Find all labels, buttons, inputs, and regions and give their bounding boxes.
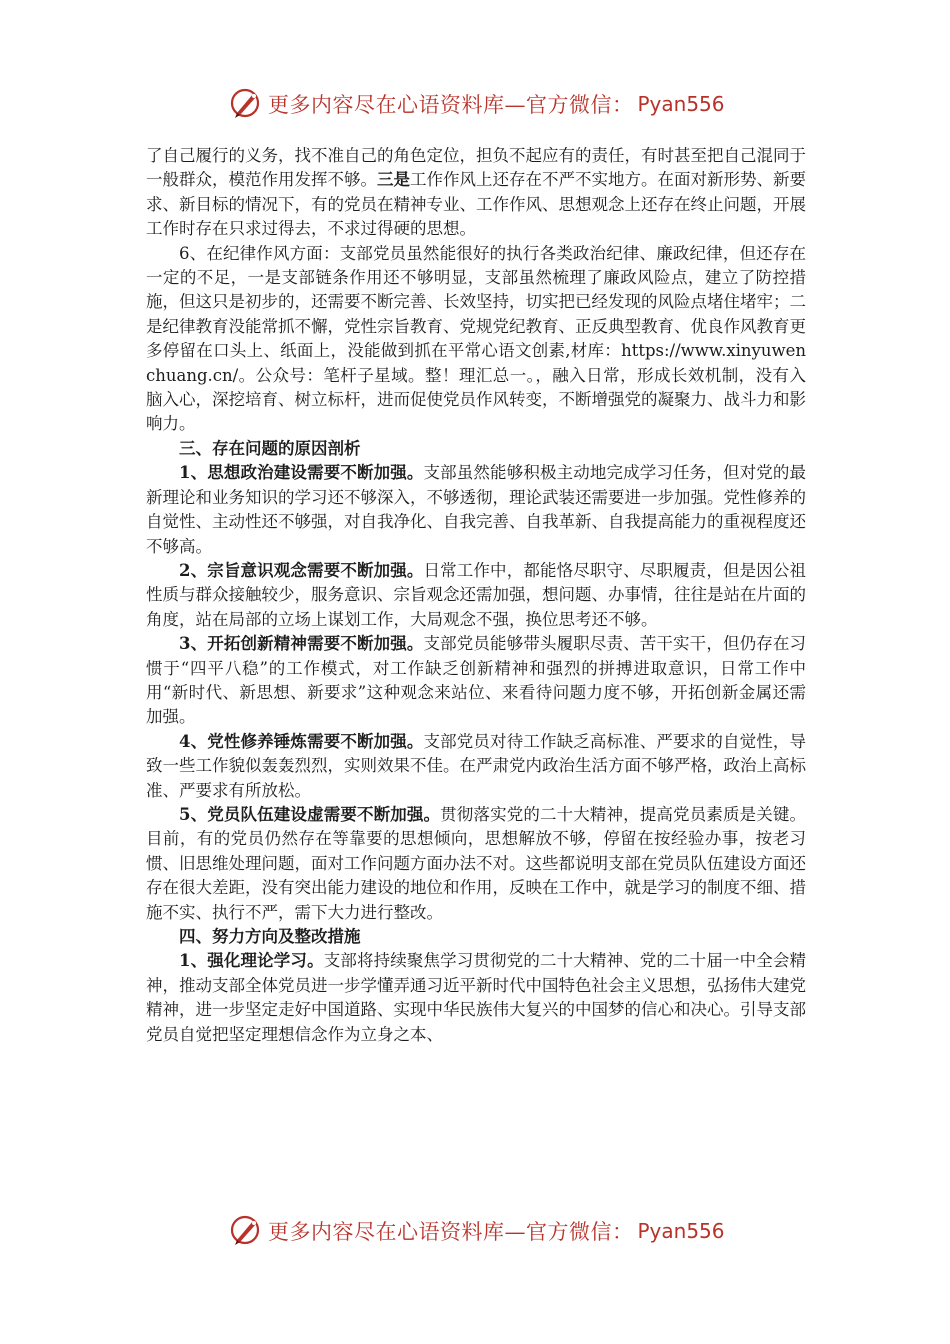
- paragraph-discipline: 6、在纪律作风方面：支部党员虽然能很好的执行各类政治纪律、廉政纪律，但还存在一定的不足，一是支部链条作用还不够明显，支部虽然梳理了廉政风险点，建立了防控措施，但这只是初步的，还需要不断完善、长效坚持，切实把已经发现的风险点堵住堵牢；二是纪律教育没能常抓不懈，党性宗旨教育、党规党纪教育、正反典型教育、优良作风教育更多停留在口头上、纸面上，没能做到抓在平常心语文创素,材库：https://www.xinyuwenchuang.cn/。公众号：笔杆子星域。整！理汇总一。，融入日常，形成长效机制，没有入脑入心，深挖培育、树立标杆，进而促使党员作风转变，不断增强党的凝聚力、战斗力和影响力。: [146, 243, 806, 434]
- cause-item-5: 5、党员队伍建设虚需要不断加强。贯彻落实党的二十大精神，提高党员素质是关键。目前，有的党员仍然存在等靠要的思想倾向，思想解放不够，停留在按经验办事，按老习惯、旧思维处理问题，面对工作问题方面办法不对。这些都说明支部在党员队伍建设方面还存在很大差距，没有突出能力建设的地位和作用，反映在工作中，就是学习的制度不细、措施不实、执行不严，需下大力进行整改。: [146, 804, 807, 922]
- header-banner: [228, 84, 725, 124]
- section-heading-causes: 三、存在问题的原因剖析: [179, 438, 361, 458]
- banner-wechat-id: Pyan556: [637, 92, 725, 116]
- paragraph-continued: 了自己履行的义务，找不准自己的角色定位，担负不起应有的责任，有时甚至把自己混同于一般群众，模范作用发挥不够。三是工作作风上还存在不严不实地方。在面对新形势、新要求、新目标的情况下，有的党员在精神专业、工作作风、思想观念上还存在终止问题，开展工作时存在只求过得去，不求过得硬的思想。: [146, 146, 806, 239]
- document-body: [146, 144, 806, 1047]
- measure-item-1: 1、强化理论学习。支部将持续聚焦学习贯彻党的二十大精神、党的二十届一中全会精神，推动支部全体党员进一步学懂弄通习近平新时代中国特色社会主义思想，弘扬伟大建党精神，进一步坚定走好中国道路、实现中华民族伟大复兴的中国梦的信心和决心。引导支部党员自觉把坚定理想信念作为立身之本、: [146, 951, 806, 1044]
- cause-item-1: 1、思想政治建设需要不断加强。支部虽然能够积极主动地完成学习任务，但对党的最新理论和业务知识的学习还不够深入，不够透彻，理论武装还需要进一步加强。党性修养的自觉性、主动性还不够强，对自我净化、自我完善、自我革新、自我提高能力的重视程度还不够高。: [146, 463, 806, 556]
- banner-text: 更多内容尽在心语资料库—官方微信：: [268, 93, 634, 117]
- banner-text: 更多内容尽在心语资料库—官方微信：: [268, 1220, 634, 1244]
- cause-item-4: 4、党性修养锤炼需要不断加强。支部党员对待工作缺乏高标准、严要求的自觉性，导致一些工作貌似轰轰烈烈，实则效果不佳。在严肃党内政治生活方面不够严格，政治上高标准、严要求有所放松。: [146, 731, 806, 800]
- section-heading-measures: 四、努力方向及整改措施: [179, 927, 361, 946]
- cause-item-2: 2、宗旨意识观念需要不断加强。日常工作中，都能恪尽职守、尽职履责，但是因公祖性质与群众接触较少，服务意识、宗旨观念还需加强，想问题、办事情，往往是站在片面的角度，站在局部的立场上谋划工作，大局观念不强，换位思考还不够。: [146, 560, 806, 629]
- footer-banner: [228, 1211, 725, 1251]
- pen-logo-icon: [228, 1213, 264, 1249]
- pen-logo-icon: [228, 86, 264, 122]
- cause-item-3: 3、开拓创新精神需要不断加强。支部党员能够带头履职尽责、苦干实干，但仍存在习惯于“四平八稳”的工作模式，对工作缺乏创新精神和强烈的拼搏进取意识，日常工作中用“新时代、新思想、新要求”这种观念来站位、来看待问题力度不够，开拓创新金属还需加强。: [146, 634, 806, 727]
- banner-wechat-id: Pyan556: [637, 1219, 725, 1243]
